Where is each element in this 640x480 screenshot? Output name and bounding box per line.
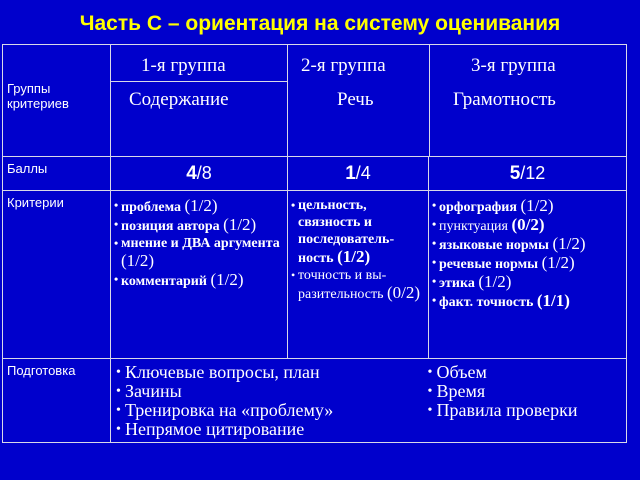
criteria-cell-3	[429, 191, 627, 359]
group-1-label: 1-я группа	[141, 55, 226, 76]
preparation-row	[3, 359, 627, 443]
criteria-cell-2	[288, 191, 429, 359]
group-3-label: 3-я группа	[471, 55, 556, 76]
preparation-item: • Время	[437, 382, 627, 401]
row-header-scores	[3, 157, 111, 191]
preparation-item: • Тренировка на «проблему»	[125, 401, 429, 420]
criterion-item: • мнение и ДВА аргумента (1/2)	[121, 235, 285, 271]
criterion-item: • точность и вы-разительность (0/2)	[298, 267, 426, 303]
preparation-item: • Зачины	[125, 382, 429, 401]
preparation-item: • Объем	[437, 363, 627, 382]
criteria-row	[3, 191, 627, 359]
criterion-item: • проблема (1/2)	[121, 197, 285, 216]
group-1-content: Содержание	[129, 89, 229, 110]
page-title: Часть С – ориентация на систему оценивания	[79, 12, 561, 35]
divider-line	[287, 45, 288, 157]
preparation-cell-right	[429, 359, 627, 443]
groups-cell	[111, 45, 627, 157]
scores-row	[3, 157, 627, 191]
score-2-value: 1	[345, 163, 356, 184]
group-3-content: Грамотность	[453, 89, 556, 110]
row-header-criteria	[3, 191, 111, 359]
score-2-max: /4	[355, 163, 371, 183]
criterion-item: • этика (1/2)	[439, 273, 624, 292]
criterion-item: • орфография (1/2)	[439, 197, 624, 216]
group-2-content: Речь	[337, 89, 374, 110]
criterion-item: • позиция автора (1/2)	[121, 216, 285, 235]
scores-header-label: Баллы	[7, 161, 48, 176]
criterion-item: • языковые нормы (1/2)	[439, 235, 624, 254]
score-3-max: /12	[520, 163, 546, 183]
row-header-groups	[3, 45, 111, 157]
row-header-preparation	[3, 359, 111, 443]
criterion-item: • факт. точность (1/1)	[439, 292, 624, 311]
preparation-header-label: Подготовка	[7, 363, 76, 378]
groups-header-label: Группы критериев	[7, 81, 69, 111]
group-2-label: 2-я группа	[301, 55, 386, 76]
score-3-value: 5	[509, 163, 521, 184]
criteria-cell-1	[111, 191, 288, 359]
score-cell-1	[111, 157, 288, 191]
criteria-header-label: Критерии	[7, 195, 64, 210]
score-1-max: /8	[196, 163, 212, 183]
criterion-item: • речевые нормы (1/2)	[439, 254, 624, 273]
criterion-item: • комментарий (1/2)	[121, 271, 285, 290]
score-cell-3	[429, 157, 627, 191]
criterion-item: • пунктуация (0/2)	[439, 216, 624, 235]
preparation-item: • Ключевые вопросы, план	[125, 363, 429, 382]
preparation-cell-left	[111, 359, 429, 443]
score-cell-2	[288, 157, 429, 191]
groups-row	[3, 45, 627, 157]
preparation-item: • Непрямое цитирование	[125, 420, 429, 439]
preparation-item: • Правила проверки	[437, 401, 627, 420]
divider-line	[111, 81, 287, 82]
divider-line	[429, 45, 430, 157]
assessment-table	[2, 44, 627, 443]
criterion-item: • цельность, связность и последователь-ность (1/2)	[298, 197, 426, 267]
score-1-value: 4	[186, 163, 197, 184]
